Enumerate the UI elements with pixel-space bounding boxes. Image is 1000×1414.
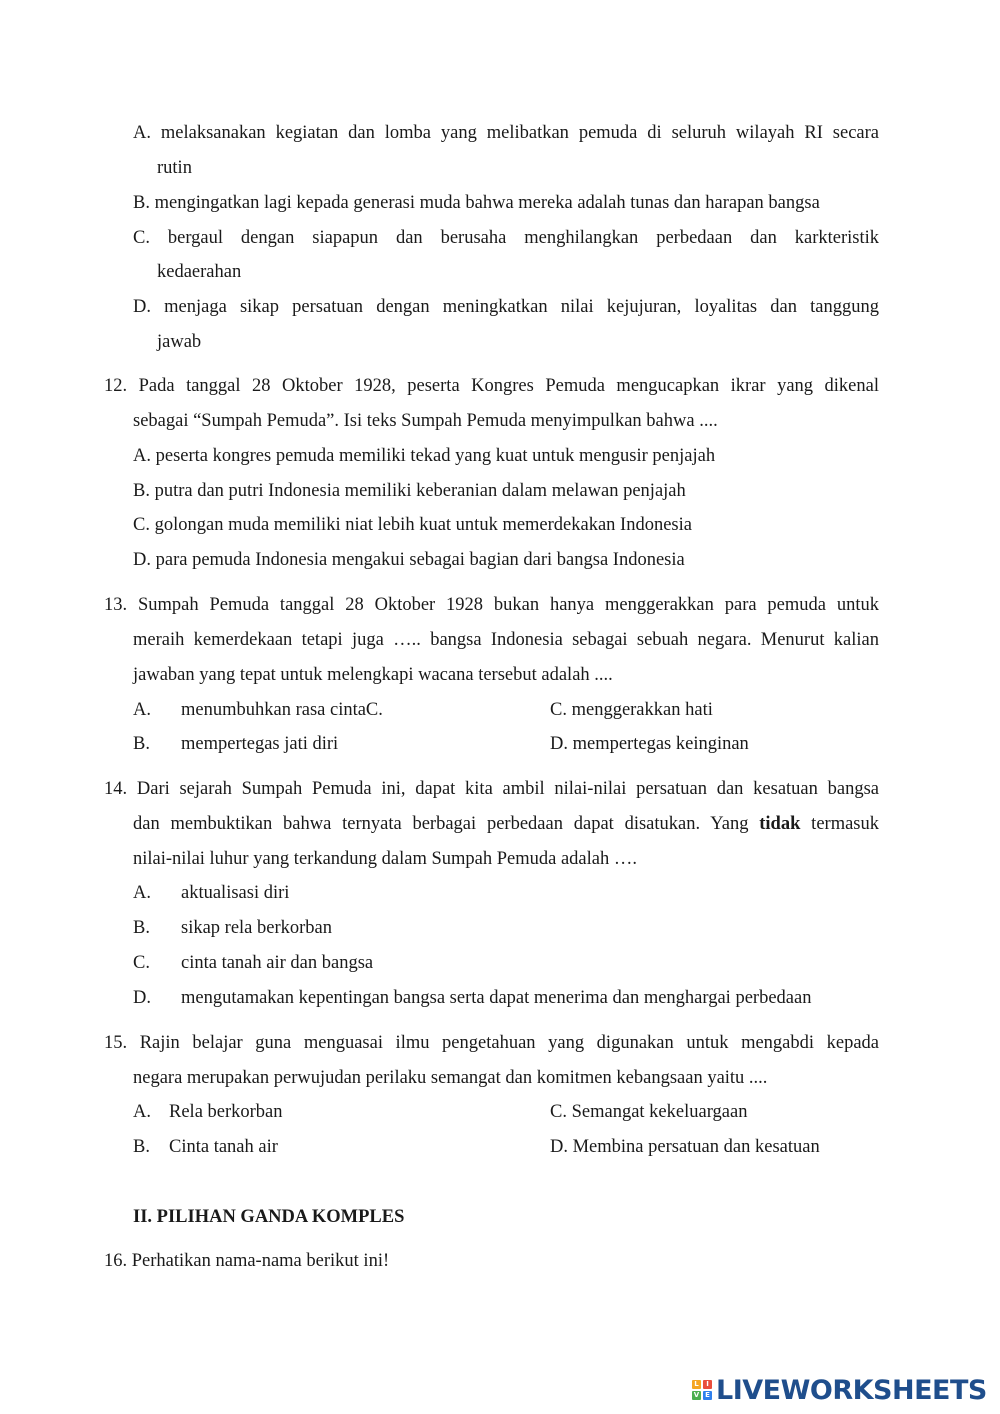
q11-option-c: C. bergaul dengan siapapun dan berusaha menghilangkan perbedaan dan karkteristik: [133, 228, 879, 248]
q12-option-b: B. putra dan putri Indonesia memiliki keberanian dalam melawan penjajah: [133, 481, 686, 501]
q13-option-a-letter: A.: [133, 700, 151, 720]
logo-square-2: I: [703, 1380, 712, 1389]
q15-stem: 15. Rajin belajar guna menguasai ilmu pengetahuan yang digunakan untuk mengabdi kepada: [104, 1033, 879, 1053]
q13-option-a: menumbuhkan rasa cintaC.: [181, 700, 383, 720]
q14-stem-text-1: dan membuktikan bahwa ternyata berbagai perbedaan dapat disatukan. Yang: [133, 814, 760, 834]
q14-stem-cont: [133, 812, 879, 836]
q14-option-b-letter: B.: [133, 918, 150, 938]
liveworksheets-brand-text: LIVEWORKSHEETS: [716, 1374, 987, 1406]
q13-stem-cont2: jawaban yang tepat untuk melengkapi wacana tersebut adalah ....: [133, 665, 613, 685]
q12-stem-cont: sebagai “Sumpah Pemuda”. Isi teks Sumpah Pemuda menyimpulkan bahwa ....: [133, 411, 718, 431]
q14-emphasis-tidak: tidak: [759, 814, 801, 834]
q13-stem: 13. Sumpah Pemuda tanggal 28 Oktober 1928 bukan hanya menggerakkan para pemuda untuk: [104, 595, 879, 615]
q11-option-a-cont: rutin: [157, 158, 192, 178]
q14-option-a: aktualisasi diri: [181, 883, 290, 903]
q14-stem-text-2: termasuk: [800, 814, 879, 834]
q15-stem-cont: negara merupakan perwujudan perilaku semangat dan komitmen kebangsaan yaitu ....: [133, 1068, 768, 1088]
logo-square-1: L: [692, 1380, 701, 1389]
q15-option-a-letter: A.: [133, 1102, 151, 1122]
q14-stem-cont2: nilai-nilai luhur yang terkandung dalam Sumpah Pemuda adalah ….: [133, 849, 637, 869]
q14-option-c: cinta tanah air dan bangsa: [181, 953, 374, 973]
q12-option-d: D. para pemuda Indonesia mengakui sebagai bagian dari bangsa Indonesia: [133, 550, 685, 570]
q11-option-d-cont: jawab: [157, 332, 202, 352]
q15-option-a: Rela berkorban: [169, 1102, 283, 1122]
q12-stem: 12. Pada tanggal 28 Oktober 1928, peserta Kongres Pemuda mengucapkan ikrar yang dikenal: [104, 376, 879, 396]
q16-stem: 16. Perhatikan nama-nama berikut ini!: [104, 1251, 390, 1271]
liveworksheets-logo: [692, 1374, 987, 1406]
q11-option-d: D. menjaga sikap persatuan dengan meningkatkan nilai kejujuran, loyalitas dan tanggung: [133, 297, 879, 317]
q13-option-b: mempertegas jati diri: [181, 734, 339, 754]
q14-option-b: sikap rela berkorban: [181, 918, 333, 938]
q13-option-d: D. mempertegas keinginan: [550, 734, 749, 754]
q15-option-b-letter: B.: [133, 1137, 150, 1157]
q15-option-c: C. Semangat kekeluargaan: [550, 1102, 748, 1122]
q14-option-d-letter: D.: [133, 988, 151, 1008]
q13-option-c: C. menggerakkan hati: [550, 700, 713, 720]
q13-option-b-letter: B.: [133, 734, 150, 754]
section-heading: II. PILIHAN GANDA KOMPLES: [133, 1207, 405, 1227]
logo-square-3: V: [693, 1391, 700, 1399]
q11-option-a: A. melaksanakan kegiatan dan lomba yang melibatkan pemuda di seluruh wilayah RI secara: [133, 123, 879, 143]
q12-option-a: A. peserta kongres pemuda memiliki tekad yang kuat untuk mengusir penjajah: [133, 446, 716, 466]
logo-square-4: E: [703, 1391, 712, 1400]
q14-stem: 14. Dari sejarah Sumpah Pemuda ini, dapat kita ambil nilai-nilai persatuan dan kesatuan bangsa: [104, 779, 879, 799]
q14-option-a-letter: A.: [133, 883, 151, 903]
q13-stem-cont: meraih kemerdekaan tetapi juga ….. bangsa Indonesia sebagai sebuah negara. Menurut kalian: [133, 630, 879, 650]
q15-option-d: D. Membina persatuan dan kesatuan: [550, 1137, 820, 1157]
q14-option-d: mengutamakan kepentingan bangsa serta dapat menerima dan menghargai perbedaan: [181, 988, 812, 1008]
q11-option-b: B. mengingatkan lagi kepada generasi muda bahwa mereka adalah tunas dan harapan bangsa: [133, 193, 820, 213]
q11-option-c-cont: kedaerahan: [157, 262, 242, 282]
q12-option-c: C. golongan muda memiliki niat lebih kuat untuk memerdekakan Indonesia: [133, 515, 692, 535]
q15-option-b: Cinta tanah air: [169, 1137, 278, 1157]
liveworksheets-logo-icon: [692, 1380, 712, 1400]
q14-option-c-letter: C.: [133, 953, 150, 973]
